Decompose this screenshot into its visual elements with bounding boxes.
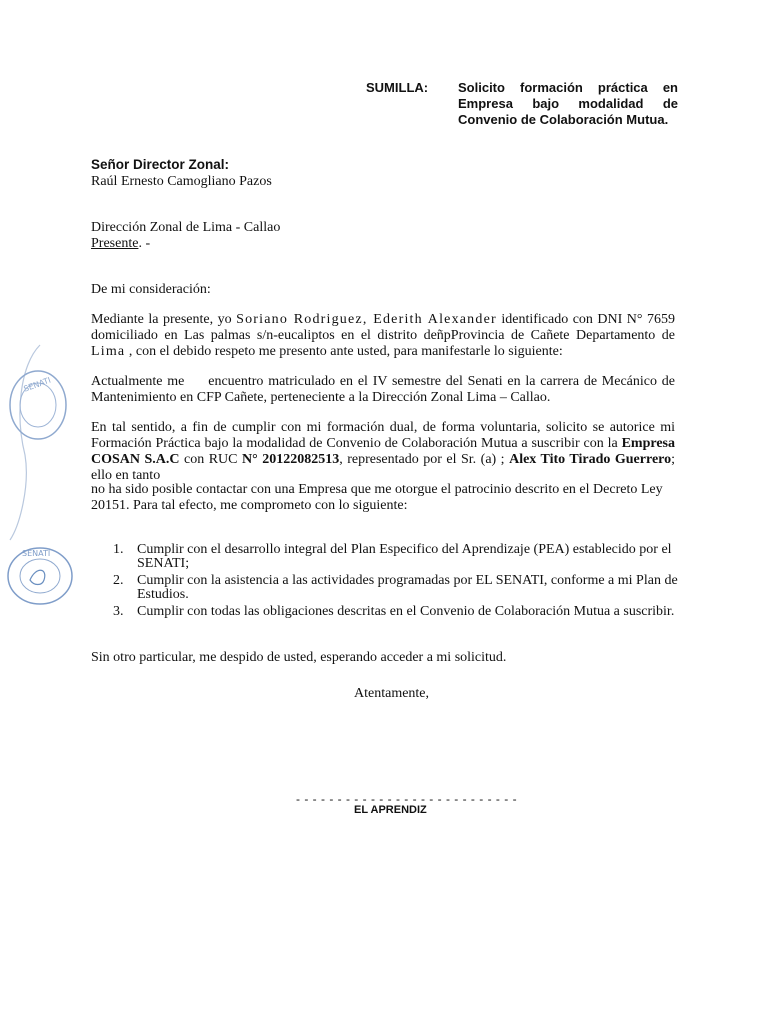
list-item-number: 2.: [113, 573, 124, 588]
list-item-number: 3.: [113, 604, 124, 619]
list-item-text: Cumplir con la asistencia a las actividades programadas por EL SENATI, conforme a mi Plan de Estudios.: [137, 573, 678, 602]
senati-stamp-top: [0, 335, 80, 545]
commitments-list: [91, 543, 691, 619]
addressee-office: Dirección Zonal de Lima - Callao: [91, 220, 281, 235]
greeting: De mi consideración:: [91, 282, 211, 297]
salutation: Señor Director Zonal:: [91, 157, 230, 172]
ruc-number: N° 20122082513: [242, 452, 340, 467]
addressee-name: Raúl Ernesto Camogliano Pazos: [91, 174, 272, 189]
list-item: [91, 543, 691, 571]
svg-text:SENATI: SENATI: [22, 375, 53, 394]
student-name: Soriano Rodriguez, Ederith Alexander: [236, 312, 497, 327]
signature-line: - - - - - - - - - - - - - - - - - - - - - - - - - - -: [296, 792, 518, 806]
intro-paragraph: [91, 312, 675, 360]
intro-text-1: Mediante la presente, yo: [91, 312, 237, 327]
regards: Atentamente,: [354, 686, 430, 701]
presente-suffix: . -: [138, 236, 151, 251]
list-item-number: 1.: [113, 542, 124, 557]
request-text-3: , representado por el Sr. (a) ;: [339, 452, 510, 467]
request-text-1: En tal sentido, a fin de cumplir con mi formación dual, de forma voluntaria, solicito se autorice mi Formación Práctica bajo la modalidad de Convenio de Colaboración Mutua a suscribir con la: [91, 420, 675, 451]
sumilla-text: Solicito formación práctica en Empresa bajo modalidad de Convenio de Colaboración Mutua.: [458, 80, 678, 127]
list-item: [91, 605, 691, 619]
company-name: Empresa COSAN S.A.C: [91, 436, 675, 467]
sumilla-label: SUMILLA:: [366, 80, 429, 95]
svg-text:SENATI: SENATI: [22, 549, 51, 558]
list-item: [91, 574, 691, 602]
enrollment-paragraph: Actualmente me encuentro matriculado en el IV semestre del Senati en la carrera de Mecánico de Mantenimiento en CFP Cañete, perteneciente a la Dirección Zonal Lima – Callao.: [91, 374, 679, 405]
signature-role: EL APRENDIZ: [354, 804, 427, 816]
request-text-4: ; ello en tanto: [91, 452, 676, 483]
intro-text-2: identificado con DNI N° 7659 domiciliado en Las palmas s/n-eucaliptos en el distrito deñpProvincia de Cañete Departamento de: [91, 312, 675, 343]
closing-line: Sin otro particular, me despido de usted, esperando acceder a mi solicitud.: [91, 650, 507, 665]
presente-line: [91, 236, 675, 252]
representative-name: Alex Tito Tirado Guerrero: [509, 452, 672, 467]
list-item-text: Cumplir con todas las obligaciones descritas en el Convenio de Colaboración Mutua a suscribir.: [137, 604, 675, 619]
list-item-text: Cumplir con el desarrollo integral del Plan Especifico del Aprendizaje (PEA) establecido por el SENATI;: [137, 542, 672, 571]
request-paragraph: [91, 420, 675, 484]
request-text-2: con RUC: [179, 452, 242, 467]
senati-stamp-bottom: [0, 540, 80, 610]
intro-text-3: , con el debido respeto me presento ante usted, para manifestarle lo siguiente:: [125, 344, 563, 359]
region-name: Lima: [91, 344, 126, 359]
request-paragraph-cont: no ha sido posible contactar con una Empresa que me otorgue el patrocinio descrito en el Decreto Ley 20151. Para tal efecto, me comprometo con lo siguiente:: [91, 482, 663, 513]
presente: Presente: [91, 236, 139, 251]
